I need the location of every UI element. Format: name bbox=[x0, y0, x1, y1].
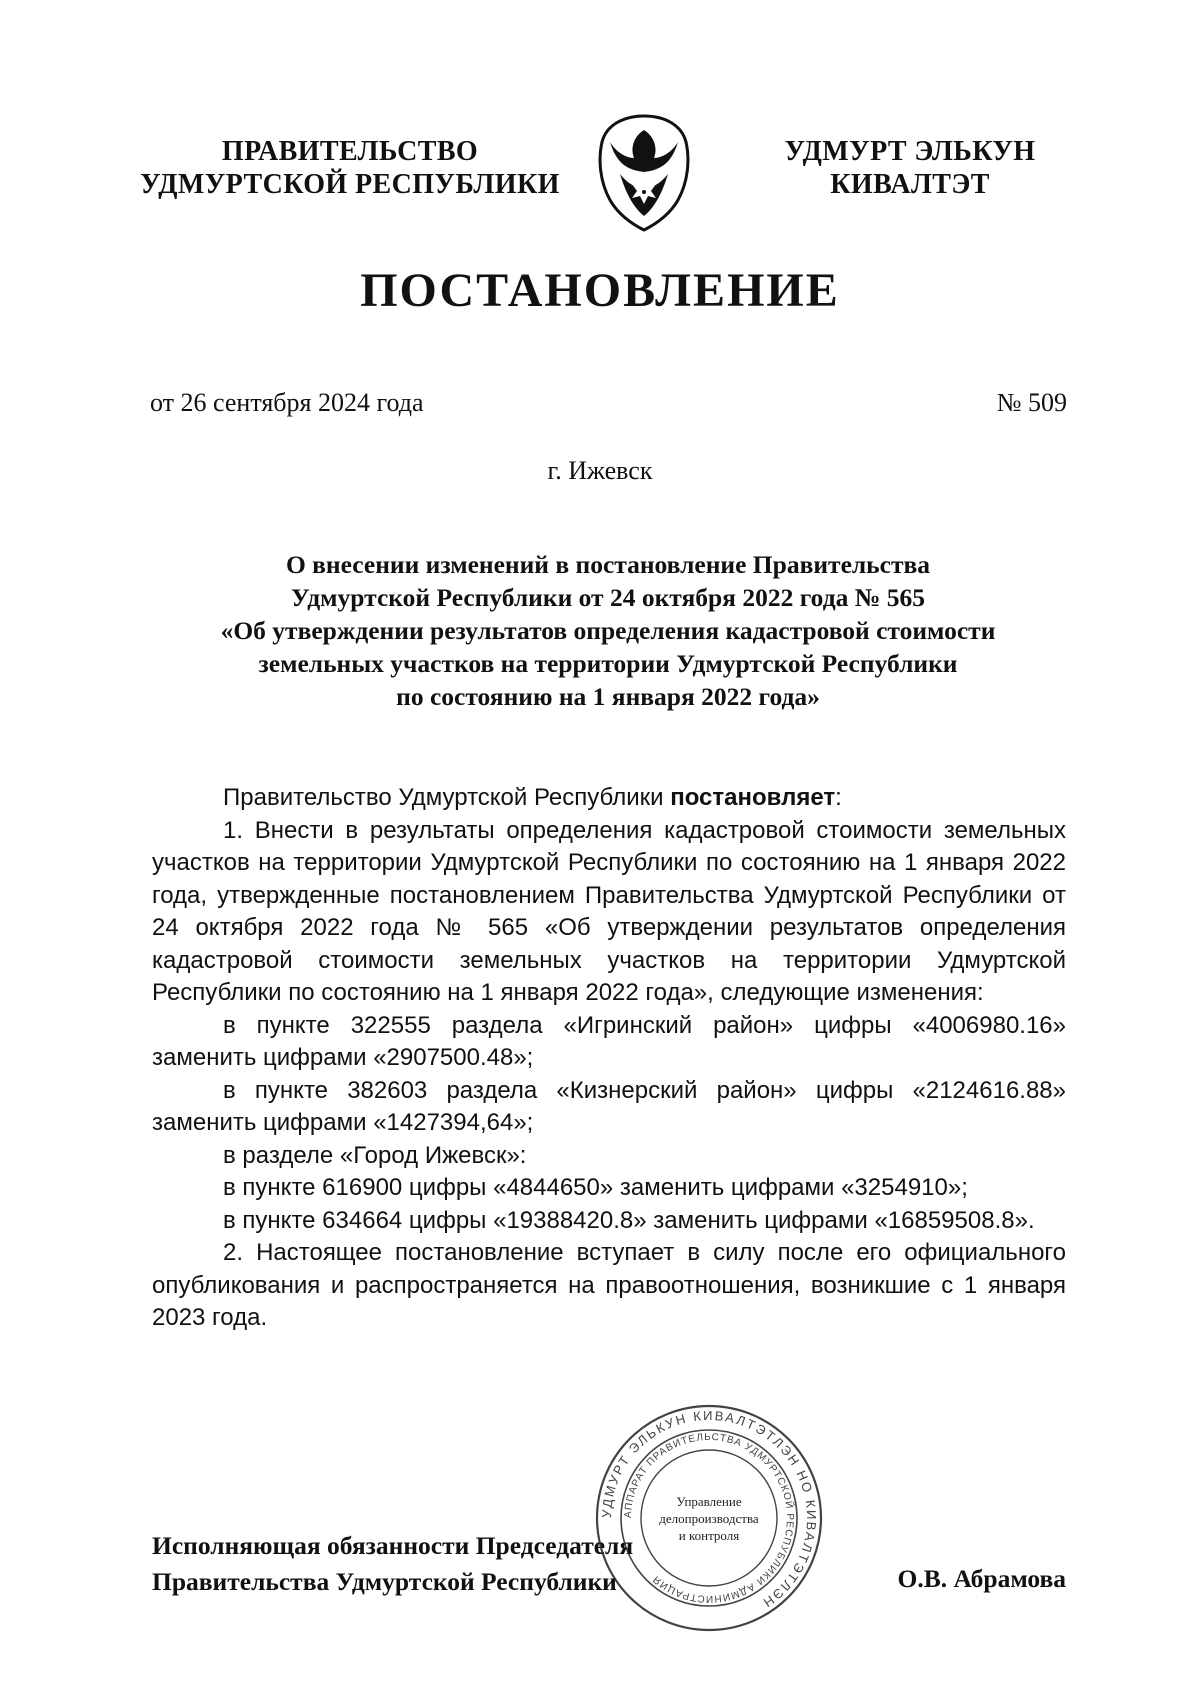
paragraph-4: в разделе «Город Ижевск»: bbox=[223, 1141, 527, 1169]
signatory-position: Исполняющая обязанности Председателя Правительства Удмуртской Республики bbox=[152, 1531, 634, 1596]
paragraph-5: в пункте 616900 цифры «4844650» заменить цифрами «3254910»; bbox=[223, 1174, 968, 1201]
document-number: № 509 bbox=[996, 388, 1067, 417]
document-city: г. Ижевск bbox=[547, 456, 653, 485]
document-body bbox=[152, 782, 1066, 1335]
stamp-outer-text: УДМУРТ ЭЛЬКУН КИВАЛТЭТЛЭН НО КИВАЛТЭТЛЭН bbox=[598, 1407, 820, 1612]
paragraph-7: 2. Настоящее постановление вступает в силу после его официального опубликования и распространяется на правоотношения, возникшие с 1 января 2023 года. bbox=[152, 1239, 1066, 1331]
paragraph-2: в пункте 322555 раздела «Игринский район» цифры «4006980.16» заменить цифрами «2907500.48»; bbox=[152, 1011, 1066, 1071]
paragraph-6: в пункте 634664 цифры «19388420.8» заменить цифрами «16859508.8». bbox=[223, 1206, 1035, 1234]
subject-line: земельных участков на территории Удмуртской Республики bbox=[258, 649, 958, 678]
subject-line: «Об утверждении результатов определения кадастровой стоимости bbox=[220, 616, 996, 645]
stamp-center-line: и контроля bbox=[678, 1528, 740, 1543]
document-date: от 26 сентября 2024 года bbox=[150, 388, 424, 417]
resolution-intro: Правительство Удмуртской Республики постановляет: bbox=[223, 784, 842, 811]
official-stamp bbox=[593, 1402, 825, 1634]
document-title: ПОСТАНОВЛЕНИЕ bbox=[360, 264, 840, 317]
subject-line: по состоянию на 1 января 2022 года» bbox=[396, 682, 820, 711]
signatory-name: О.В. Абрамова bbox=[897, 1564, 1066, 1593]
paragraph-3: в пункте 382603 раздела «Кизнерский район» цифры «2124616.88» заменить цифрами «1427394,64»; bbox=[152, 1076, 1066, 1136]
subject-line: О внесении изменений в постановление Правительства bbox=[285, 550, 931, 579]
subject-line: Удмуртской Республики от 24 октября 2022 года № 565 bbox=[291, 583, 925, 612]
udmurt-coat-of-arms-icon bbox=[592, 112, 696, 234]
stamp-ring-text: АППАРАТ ПРАВИТЕЛЬСТВА УДМУРТСКОЙ РЕСПУБЛИКИ АДМИНИСТРАЦИЯ bbox=[622, 1431, 796, 1605]
stamp-center-line: Управление bbox=[676, 1494, 742, 1509]
issuer-name-russian: ПРАВИТЕЛЬСТВО УДМУРТСКОЙ РЕСПУБЛИКИ bbox=[140, 136, 560, 200]
stamp-center-line: делопроизводства bbox=[659, 1511, 759, 1526]
paragraph-1: 1. Внести в результаты определения кадастровой стоимости земельных участков на территории Удмуртской Республики по состоянию на 1 января 2022 года, утвержденные постановлением Правительства Удмуртской Республики от 24 октября 2022 года № 565 «Об утверждении результатов определения кадастровой стоимости земельных участков на территории Удмуртской Республики по состоянию на 1 января 2022 года», следующие изменения: bbox=[152, 816, 1066, 1006]
document-subject bbox=[150, 548, 1066, 713]
issuer-name-udmurt: УДМУРТ ЭЛЬКУН КИВАЛТЭТ bbox=[784, 136, 1036, 200]
